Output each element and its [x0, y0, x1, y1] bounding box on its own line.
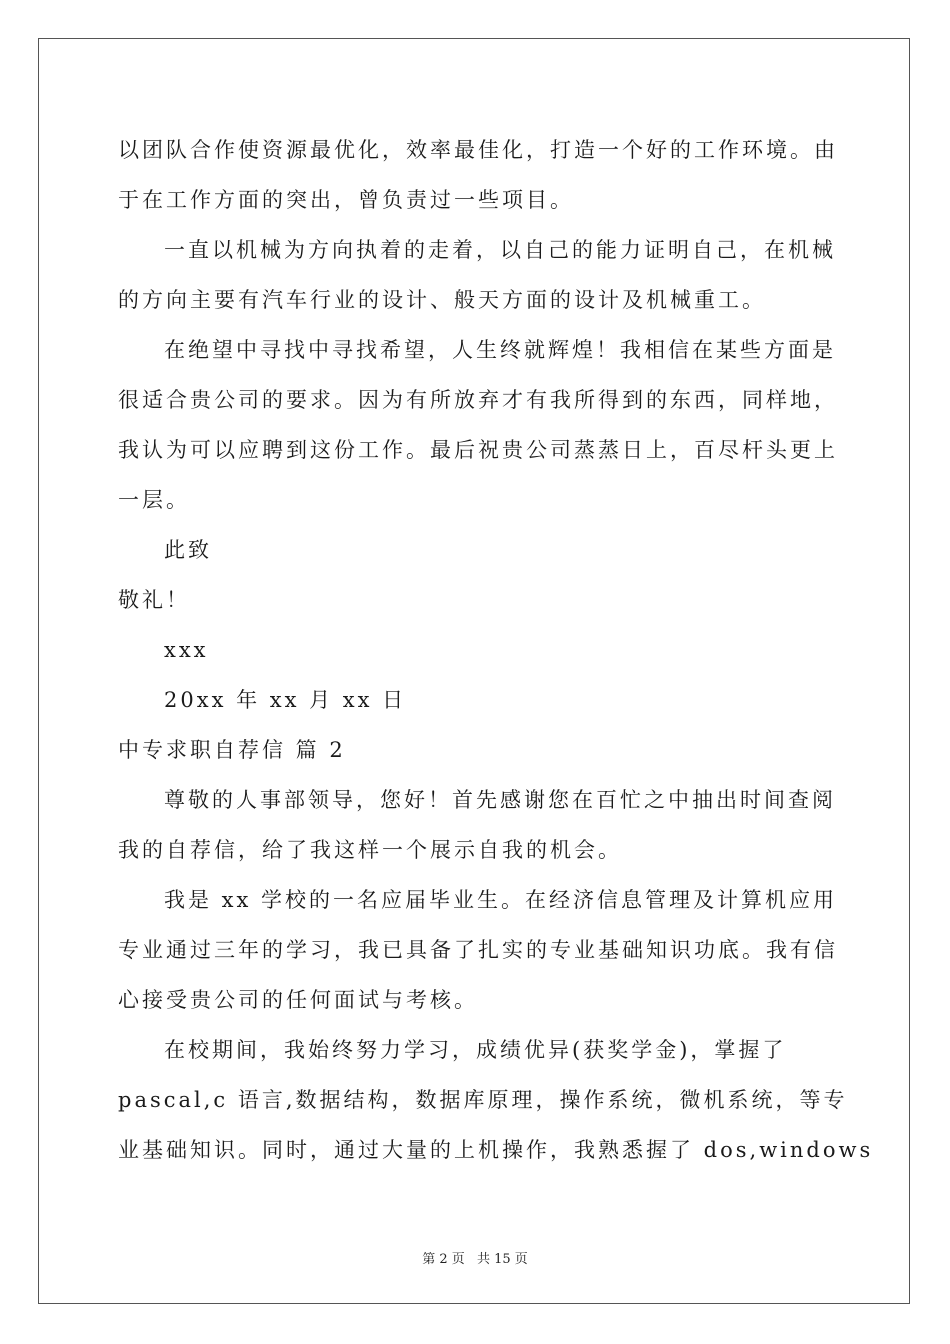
text-line: 我认为可以应聘到这份工作。最后祝贵公司蒸蒸日上，百尽杆头更上 — [118, 438, 838, 462]
text-line: 业基础知识。同时，通过大量的上机操作，我熟悉握了 dos,windows — [118, 1138, 874, 1162]
text-line: 的方向主要有汽车行业的设计、般天方面的设计及机械重工。 — [118, 288, 766, 312]
salutation-line: 敬礼！ — [118, 588, 190, 612]
text-line: 一层。 — [118, 488, 190, 512]
text-line: 一直以机械为方向执着的走着，以自己的能力证明自己，在机械 — [164, 238, 836, 262]
text-line: 在绝望中寻找中寻找希望，人生终就辉煌！我相信在某些方面是 — [164, 338, 836, 362]
text-line: 心接受贵公司的任何面试与考核。 — [118, 988, 478, 1012]
text-line: 在校期间，我始终努力学习，成绩优异(获奖学金)，掌握了 — [164, 1038, 787, 1062]
page-total: 共 15 页 — [476, 1252, 528, 1267]
text-line: pascal,c 语言,数据结构，数据库原理，操作系统，微机系统，等专 — [118, 1088, 848, 1112]
text-line: 我的自荐信，给了我这样一个展示自我的机会。 — [118, 838, 622, 862]
text-line: 以团队合作使资源最优化，效率最佳化，打造一个好的工作环境。由 — [118, 138, 838, 162]
page-border — [38, 38, 910, 1304]
text-line: 于在工作方面的突出，曾负责过一些项目。 — [118, 188, 574, 212]
section-heading: 中专求职自荐信 篇 2 — [118, 738, 346, 762]
signature-date: 20xx 年 xx 月 xx 日 — [164, 688, 407, 712]
text-line: 尊敬的人事部领导，您好！首先感谢您在百忙之中抽出时间查阅 — [164, 788, 836, 812]
page-footer — [0, 1248, 950, 1267]
closing-line: 此致 — [164, 538, 212, 562]
text-line: 专业通过三年的学习，我已具备了扎实的专业基础知识功底。我有信 — [118, 938, 838, 962]
signature-name: xxx — [164, 638, 209, 662]
page-number: 第 2 页 — [422, 1252, 465, 1267]
text-line: 我是 xx 学校的一名应届毕业生。在经济信息管理及计算机应用 — [164, 888, 838, 912]
text-line: 很适合贵公司的要求。因为有所放弃才有我所得到的东西，同样地， — [118, 388, 838, 412]
